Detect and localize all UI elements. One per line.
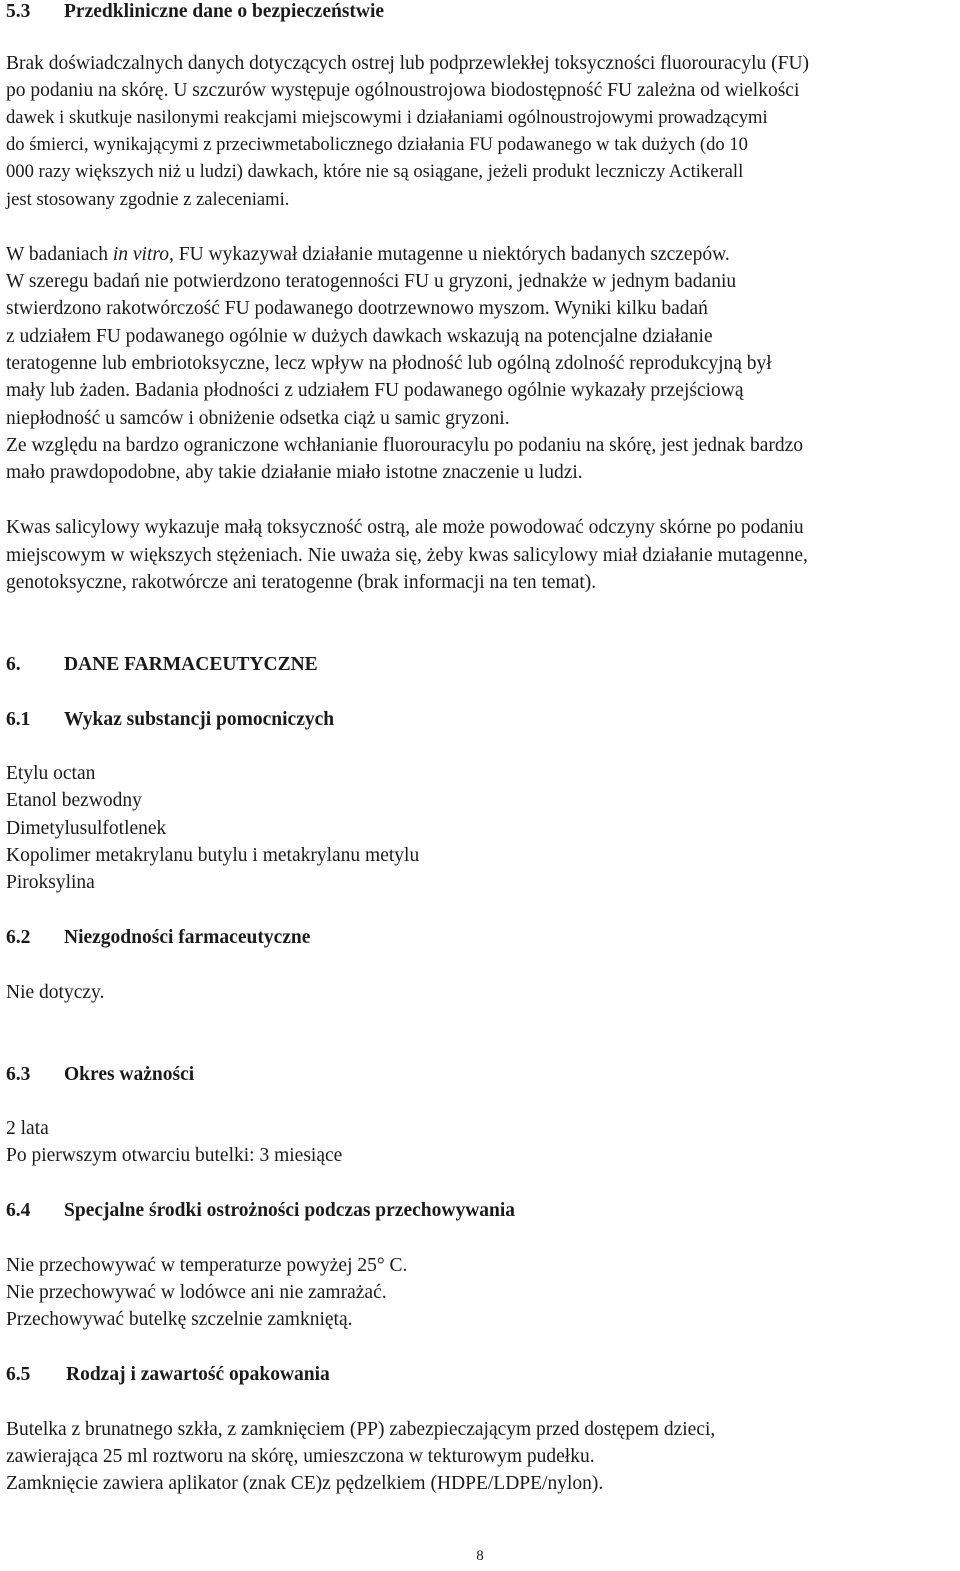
list-item: Dimetylusulfotlenek — [6, 818, 167, 839]
section-title: Przedkliniczne dane o bezpieczeństwie — [64, 1, 385, 22]
paragraph-line: 000 razy większych niż u ludzi) dawkach, które nie są osiągane, jeżeli produkt leczniczy Actikerall — [6, 161, 744, 182]
section-number: 5.3 — [6, 1, 31, 22]
section-text: Butelka z brunatnego szkła, z zamknięciem (PP) zabezpieczającym przed dostępem dzieci, — [6, 1419, 716, 1440]
list-item: Kopolimer metakrylanu butylu i metakrylanu metylu — [6, 845, 420, 866]
paragraph-line: dawek i skutkuje nasilonymi reakcjami miejscowymi i działaniami ogólnoustrojowymi prowadzącymi — [6, 107, 768, 128]
paragraph-line: W szeregu badań nie potwierdzono teratogenności FU u gryzoni, jednakże w jednym badaniu — [6, 271, 737, 292]
paragraph-line: niepłodność u samców i obniżenie odsetka ciąż u samic gryzoni. — [6, 408, 510, 429]
paragraph-line: mały lub żaden. Badania płodności z udziałem FU podawanego ogólnie wykazały przejściową — [6, 380, 744, 401]
section-6-3-heading — [6, 1061, 195, 1088]
paragraph-line: jest stosowany zgodnie z zaleceniami. — [6, 189, 290, 210]
paragraph-line: po podaniu na skórę. U szczurów występuje ogólnoustrojowa biodostępność FU zależna od wielkości — [6, 80, 800, 101]
section-title: Niezgodności farmaceutyczne — [64, 927, 311, 948]
paragraph-line: teratogenne lub embriotoksyczne, lecz wpływ na płodność lub ogólną zdolność reprodukcyjną był — [6, 353, 772, 374]
section-6-heading — [6, 651, 318, 678]
paragraph-line: z udziałem FU podawanego ogólnie w dużych dawkach wskazują na potencjalne działanie — [6, 326, 713, 347]
section-6-4-heading — [6, 1197, 516, 1224]
section-6-1-heading — [6, 706, 335, 733]
section-title: Specjalne środki ostrożności podczas przechowywania — [64, 1200, 516, 1221]
section-title: DANE FARMACEUTYCZNE — [64, 654, 318, 675]
paragraph-line: do śmierci, wynikającymi z przeciwmetabolicznego działania FU podawanego w tak dużych (do 10 — [6, 134, 748, 155]
text-run: FU wykazywał działanie mutagenne u niektórych badanych szczepów. — [173, 244, 730, 265]
list-item: Etanol bezwodny — [6, 790, 142, 811]
paragraph-line: Brak doświadczalnych danych dotyczących ostrej lub podprzewlekłej toksyczności fluorouracylu (FU) — [6, 53, 810, 74]
section-text: zawierająca 25 ml roztworu na skórę, umieszczona w tekturowym pudełku. — [6, 1446, 595, 1467]
section-title: Rodzaj i zawartość opakowania — [66, 1364, 330, 1385]
paragraph-line: miejscowym w większych stężeniach. Nie uważa się, żeby kwas salicylowy miał działanie mutagenne, — [6, 545, 808, 566]
section-text: Nie przechowywać w lodówce ani nie zamrażać. — [6, 1282, 387, 1303]
paragraph-line — [6, 241, 730, 268]
section-text: Po pierwszym otwarciu butelki: 3 miesiące — [6, 1145, 343, 1166]
section-title: Okres ważności — [64, 1064, 195, 1085]
section-text: 2 lata — [6, 1118, 49, 1139]
section-number: 6.4 — [6, 1200, 31, 1221]
paragraph-line: mało prawdopodobne, aby takie działanie miało istotne znaczenie u ludzi. — [6, 462, 583, 483]
list-item: Piroksylina — [6, 872, 95, 893]
paragraph-line: genotoksyczne, rakotwórcze ani teratogenne (brak informacji na ten temat). — [6, 572, 597, 593]
paragraph-line: Ze względu na bardzo ograniczone wchłanianie fluorouracylu po podaniu na skórę, jest jednak bardzo — [6, 435, 804, 456]
section-text: Nie dotyczy. — [6, 982, 105, 1003]
section-text: Zamknięcie zawiera aplikator (znak CE)z pędzelkiem (HDPE/LDPE/nylon). — [6, 1473, 604, 1494]
section-number: 6. — [6, 654, 21, 675]
section-text: Przechowywać butelkę szczelnie zamkniętą. — [6, 1309, 353, 1330]
page-number: 8 — [476, 1548, 484, 1564]
paragraph-line: Kwas salicylowy wykazuje małą toksyczność ostrą, ale może powodować odczyny skórne po podaniu — [6, 517, 804, 538]
section-number: 6.2 — [6, 927, 31, 948]
section-number: 6.1 — [6, 709, 31, 730]
section-text: Nie przechowywać w temperaturze powyżej 25° C. — [6, 1255, 408, 1276]
list-item: Etylu octan — [6, 763, 96, 784]
paragraph-line: stwierdzono rakotwórczość FU podawanego dootrzewnowo myszom. Wyniki kilku badań — [6, 298, 708, 319]
section-number: 6.3 — [6, 1064, 31, 1085]
section-5-3-heading — [6, 0, 385, 25]
text-run: W badaniach — [6, 244, 113, 265]
section-6-2-heading — [6, 924, 311, 951]
section-number: 6.5 — [6, 1364, 31, 1385]
section-title: Wykaz substancji pomocniczych — [64, 709, 335, 730]
section-6-5-heading — [6, 1361, 330, 1388]
italic-run: in vitro, — [112, 244, 174, 265]
